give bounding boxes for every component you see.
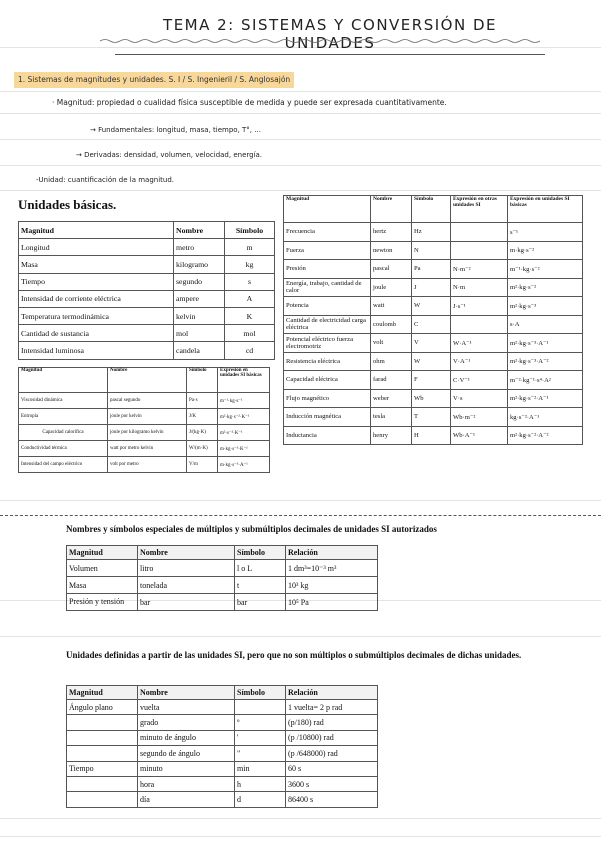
- table-cell: pascal segundo: [108, 393, 187, 409]
- table-row: [284, 352, 583, 371]
- table-cell: V·A⁻¹: [451, 352, 508, 371]
- table-header: Símbolo: [235, 546, 286, 560]
- table-cell: tesla: [371, 408, 412, 427]
- table-cell: º: [235, 715, 286, 730]
- table-row: [284, 334, 583, 353]
- table-cell: C·V⁻¹: [451, 371, 508, 390]
- table-cell: V·s: [451, 389, 508, 408]
- table-cell: 60 s: [286, 761, 378, 776]
- table-row: [19, 290, 275, 307]
- table-cell: Viscosidad dinámica: [19, 393, 108, 409]
- note-derivadas: → Derivadas: densidad, volumen, velocidad, energía.: [76, 151, 263, 159]
- table-cell: 86400 s: [286, 792, 378, 807]
- table-row: [284, 426, 583, 445]
- table-cell: W: [412, 297, 451, 316]
- table-row: [284, 297, 583, 316]
- notebook-rule: [0, 91, 601, 92]
- table-row: [19, 457, 270, 473]
- table-cell: Intensidad de corriente eléctrica: [19, 290, 174, 307]
- table-row: [284, 371, 583, 390]
- table-cell: pascal: [371, 260, 412, 279]
- table-cell: H: [412, 426, 451, 445]
- table-header: Expresión en unidades SI básicas: [508, 196, 583, 223]
- table-cell: Hz: [412, 223, 451, 242]
- table-cell: [451, 315, 508, 334]
- table-header: Magnitud: [67, 686, 138, 700]
- table-cell: segundo: [174, 273, 225, 290]
- table-cell: [235, 700, 286, 715]
- table-cell: Masa: [67, 577, 138, 594]
- table-cell: Presión: [284, 260, 371, 279]
- table-cell: K: [225, 307, 275, 324]
- table-cell: Conductividad térmica: [19, 441, 108, 457]
- table-header: Símbolo: [187, 368, 218, 393]
- table-cell: s: [225, 273, 275, 290]
- table-row: [67, 700, 378, 715]
- table-header: Símbolo: [412, 196, 451, 223]
- table-cell: kelvin: [174, 307, 225, 324]
- table-header: Magnitud: [19, 368, 108, 393]
- table-cell: bar: [138, 594, 235, 611]
- table-cell: minuto de ángulo: [138, 730, 235, 745]
- table-row: [19, 325, 275, 342]
- table-cell: m: [225, 239, 275, 256]
- table-cell: hertz: [371, 223, 412, 242]
- table-cell: farad: [371, 371, 412, 390]
- table-cell: s⁻¹: [508, 223, 583, 242]
- table-cell: Capacidad eléctrica: [284, 371, 371, 390]
- section-heading: 1. Sistemas de magnitudes y unidades. S. I / S. Ingenieril / S. Anglosajón: [14, 72, 294, 88]
- table-cell: m²·s⁻²·K⁻¹: [218, 425, 270, 441]
- table-header: Nombre: [138, 686, 235, 700]
- table-row: [67, 715, 378, 730]
- table-cell: litro: [138, 560, 235, 577]
- table-cell: 1 dm³=10⁻³ m³: [286, 560, 378, 577]
- table-cell: Volumen: [67, 560, 138, 577]
- table-row: [19, 409, 270, 425]
- table-header: Magnitud: [19, 222, 174, 239]
- table-cell: min: [235, 761, 286, 776]
- table-cell: (p /648000) rad: [286, 746, 378, 761]
- table-row: [284, 278, 583, 297]
- table-header: Nombre: [174, 222, 225, 239]
- table-header-row: [67, 546, 378, 560]
- table-cell: joule por kilogramo kelvin: [108, 425, 187, 441]
- table-cell: m²·kg·s⁻²: [508, 278, 583, 297]
- table-cell: m²·kg·s⁻²·K⁻¹: [218, 409, 270, 425]
- table-cell: m·kg·s⁻²: [508, 241, 583, 260]
- table-cell: newton: [371, 241, 412, 260]
- title-underline-wave: [100, 38, 540, 44]
- notebook-rule: [0, 190, 601, 191]
- table-cell: Wb: [412, 389, 451, 408]
- table-cell: vuelta: [138, 700, 235, 715]
- table-cell: W: [412, 352, 451, 371]
- table-cell: t: [235, 577, 286, 594]
- table-cell: m²·kg·s⁻³·A⁻¹: [508, 334, 583, 353]
- table-header: Símbolo: [235, 686, 286, 700]
- table-header: Magnitud: [67, 546, 138, 560]
- table-cell: kilogramo: [174, 256, 225, 273]
- table-cell: (p/180) rad: [286, 715, 378, 730]
- table-cell: Masa: [19, 256, 174, 273]
- table-cell: 10⁵ Pa: [286, 594, 378, 611]
- table-header-row: [19, 222, 275, 239]
- table-cell: mol: [174, 325, 225, 342]
- table-cell: F: [412, 371, 451, 390]
- table-cell: weber: [371, 389, 412, 408]
- table-cell: Potencial eléctrico fuerza electromotriz: [284, 334, 371, 353]
- notebook-rule: [0, 139, 601, 140]
- table-cell: Resistencia eléctrica: [284, 352, 371, 371]
- table-cell: watt: [371, 297, 412, 316]
- table-cell: J/K: [187, 409, 218, 425]
- table-cell: Intensidad del campo eléctrico: [19, 457, 108, 473]
- table-header-row: [284, 196, 583, 223]
- table-cell: Cantidad de sustancia: [19, 325, 174, 342]
- table-cell: m·kg·s⁻³·A⁻¹: [218, 457, 270, 473]
- table-cell: watt por metro kelvin: [108, 441, 187, 457]
- table-row: [67, 761, 378, 776]
- table-row: [19, 239, 275, 256]
- table-cell: Intensidad luminosa: [19, 342, 174, 359]
- table-row: [67, 594, 378, 611]
- table-cell: N·m⁻²: [451, 260, 508, 279]
- table-cell: m²·kg·s⁻³·A⁻²: [508, 352, 583, 371]
- note-fundamentales: → Fundamentales: longitud, masa, tiempo, T°, ...: [90, 126, 261, 134]
- table-cell: Longitud: [19, 239, 174, 256]
- table-row: [19, 342, 275, 359]
- table-cell: m²·kg·s⁻²·A⁻¹: [508, 389, 583, 408]
- table-cell: N·m: [451, 278, 508, 297]
- notebook-rule: [0, 836, 601, 837]
- table-cell: m⁻¹·kg·s⁻¹: [218, 393, 270, 409]
- table-cell: m·kg·s⁻³·K⁻¹: [218, 441, 270, 457]
- table-cell: ": [235, 746, 286, 761]
- table-cell: [451, 241, 508, 260]
- table-cell: d: [235, 792, 286, 807]
- table-cell: Tiempo: [67, 761, 138, 776]
- table-row: [67, 577, 378, 594]
- table-cell: ': [235, 730, 286, 745]
- table-cell: W/(m·K): [187, 441, 218, 457]
- table-cell: henry: [371, 426, 412, 445]
- table-cell: Frecuencia: [284, 223, 371, 242]
- table-cell: T: [412, 408, 451, 427]
- table-cell: Cantidad de electricidad carga eléctrica: [284, 315, 371, 334]
- defined-units-title: Unidades definidas a partir de las unidades SI, pero que no son múltiplos o submúltiplos decimales de dichas unidades.: [66, 650, 522, 660]
- table-row: [67, 560, 378, 577]
- table-cell: W·A⁻¹: [451, 334, 508, 353]
- table-row: [284, 223, 583, 242]
- table-cell: volt: [371, 334, 412, 353]
- derived-units-table: [283, 195, 583, 445]
- table-row: [67, 792, 378, 807]
- table-cell: día: [138, 792, 235, 807]
- table-cell: J/(kg·K): [187, 425, 218, 441]
- table-cell: coulomb: [371, 315, 412, 334]
- table-cell: candela: [174, 342, 225, 359]
- table-cell: Inducción magnética: [284, 408, 371, 427]
- table-cell: Wb·A⁻¹: [451, 426, 508, 445]
- note-unidad: -Unidad: cuantificación de la magnitud.: [36, 176, 174, 184]
- table-row: [284, 260, 583, 279]
- table-cell: kg·s⁻²·A⁻¹: [508, 408, 583, 427]
- basic-units-table: [18, 221, 275, 360]
- table-cell: Pa·s: [187, 393, 218, 409]
- table-cell: l o L: [235, 560, 286, 577]
- table-cell: Ángulo plano: [67, 700, 138, 715]
- defined-units-table: [66, 685, 378, 808]
- notebook-rule: [0, 636, 601, 637]
- table-row: [19, 393, 270, 409]
- table-cell: Presión y tensión: [67, 594, 138, 611]
- table-header-row: [19, 368, 270, 393]
- table-cell: (p /10800) rad: [286, 730, 378, 745]
- table-cell: Potencia: [284, 297, 371, 316]
- table-header: Magnitud: [284, 196, 371, 223]
- table-cell: J·s⁻¹: [451, 297, 508, 316]
- table-cell: [67, 715, 138, 730]
- table-row: [67, 746, 378, 761]
- extra-derived-units-table: [18, 367, 270, 473]
- table-header: Nombre: [371, 196, 412, 223]
- table-cell: joule: [371, 278, 412, 297]
- multiples-title: Nombres y símbolos especiales de múltiplos y submúltiplos decimales de unidades SI autorizados: [66, 524, 437, 534]
- table-header: Relación: [286, 686, 378, 700]
- table-cell: 3600 s: [286, 776, 378, 791]
- table-row: [67, 776, 378, 791]
- table-cell: Flujo magnético: [284, 389, 371, 408]
- table-cell: ohm: [371, 352, 412, 371]
- notebook-rule: [0, 113, 601, 114]
- table-cell: grado: [138, 715, 235, 730]
- table-cell: 1 vuelta= 2 p rad: [286, 700, 378, 715]
- table-cell: [451, 223, 508, 242]
- notebook-rule: [0, 818, 601, 819]
- table-cell: s·A: [508, 315, 583, 334]
- table-header: Nombre: [138, 546, 235, 560]
- table-cell: m⁻¹·kg·s⁻²: [508, 260, 583, 279]
- table-cell: metro: [174, 239, 225, 256]
- table-cell: Fuerza: [284, 241, 371, 260]
- table-cell: 10³ kg: [286, 577, 378, 594]
- table-cell: N: [412, 241, 451, 260]
- table-cell: J: [412, 278, 451, 297]
- table-cell: [67, 792, 138, 807]
- table-cell: Energía, trabajo, cantidad de calor: [284, 278, 371, 297]
- table-cell: Inductancia: [284, 426, 371, 445]
- table-header: Expresión en unidades SI básicas: [218, 368, 270, 393]
- table-row: [284, 389, 583, 408]
- table-cell: m⁻²·kg⁻¹·s⁴·A²: [508, 371, 583, 390]
- table-cell: minuto: [138, 761, 235, 776]
- table-cell: Temperatura termodinámica: [19, 307, 174, 324]
- multiples-table: [66, 545, 378, 611]
- table-row: [67, 730, 378, 745]
- table-cell: kg: [225, 256, 275, 273]
- table-cell: mol: [225, 325, 275, 342]
- table-cell: Capacidad calorífica: [19, 425, 108, 441]
- table-header: Relación: [286, 546, 378, 560]
- notebook-rule: [0, 165, 601, 166]
- table-row: [284, 408, 583, 427]
- note-magnitud: · Magnitud: propiedad o cualidad física susceptible de medida y puede ser expresada cuantitativamente.: [52, 98, 447, 107]
- table-row: [19, 256, 275, 273]
- table-row: [19, 425, 270, 441]
- table-cell: ampere: [174, 290, 225, 307]
- table-cell: m²·kg·s⁻³: [508, 297, 583, 316]
- table-header: Nombre: [108, 368, 187, 393]
- table-cell: A: [225, 290, 275, 307]
- table-cell: h: [235, 776, 286, 791]
- table-row: [19, 441, 270, 457]
- table-cell: V: [412, 334, 451, 353]
- table-cell: volt por metro: [108, 457, 187, 473]
- table-cell: cd: [225, 342, 275, 359]
- table-cell: joule por kelvin: [108, 409, 187, 425]
- table-header-row: [67, 686, 378, 700]
- table-row: [284, 315, 583, 334]
- basic-units-title: Unidades básicas.: [18, 197, 117, 212]
- dashed-divider: [0, 515, 601, 516]
- table-cell: Pa: [412, 260, 451, 279]
- table-cell: bar: [235, 594, 286, 611]
- table-cell: m²·kg·s⁻²·A⁻²: [508, 426, 583, 445]
- table-cell: Wb·m⁻²: [451, 408, 508, 427]
- table-cell: segundo de ángulo: [138, 746, 235, 761]
- table-cell: [67, 730, 138, 745]
- table-cell: [67, 776, 138, 791]
- table-header: Símbolo: [225, 222, 275, 239]
- table-row: [19, 307, 275, 324]
- notebook-rule: [0, 500, 601, 501]
- table-cell: Entropía: [19, 409, 108, 425]
- table-row: [19, 273, 275, 290]
- table-cell: C: [412, 315, 451, 334]
- table-cell: Tiempo: [19, 273, 174, 290]
- table-cell: tonelada: [138, 577, 235, 594]
- page-title: TEMA 2: SISTEMAS Y CONVERSIÓN DE UNIDADES: [115, 16, 545, 55]
- table-row: [284, 241, 583, 260]
- table-cell: V/m: [187, 457, 218, 473]
- table-header: Expresión en otras unidades SI: [451, 196, 508, 223]
- table-cell: [67, 746, 138, 761]
- table-cell: hora: [138, 776, 235, 791]
